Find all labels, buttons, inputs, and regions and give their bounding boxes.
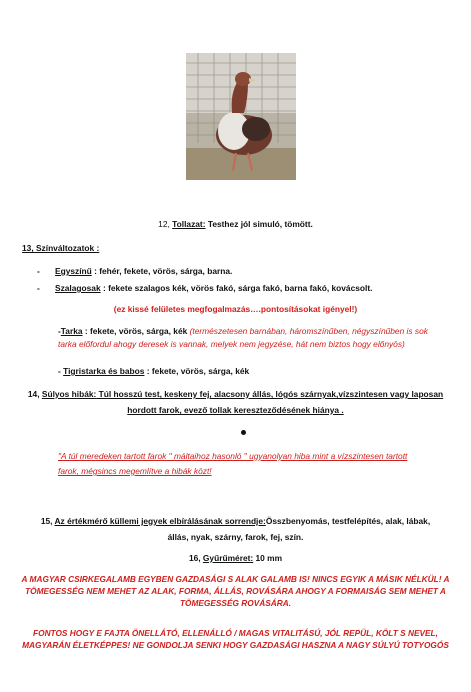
section-15-line-1 xyxy=(0,516,471,527)
quote-line-1: "A túl meredeken tartott farok " máltaihoz hasonló " ugyanolyan hiba mint a vízszintesen tartott xyxy=(58,451,408,461)
tarka-line-1 xyxy=(58,325,458,338)
paragraph-line-1: A MAGYAR CSIRKEGALAMB EGYBEN GAZDASÁGI S ALAK GALAMB IS! NINCS EGYIK A MÁSIK NÉLKÜL! A xyxy=(21,574,450,584)
section-label: Tollazat: xyxy=(172,219,206,229)
tarka-note-1: (természetesen barnában, háromszínűben, négyszínűben is sok xyxy=(189,326,428,336)
paragraph-line-3: TÖMEGESSÉG ROVÁSÁRA. xyxy=(179,598,292,609)
tigris-text: : fekete, vörös, sárga, kék xyxy=(144,366,250,376)
pigeon-photo xyxy=(186,53,296,180)
section-text: 10 mm xyxy=(253,553,283,563)
section-number: 12, xyxy=(158,219,173,229)
section-text-1: Túl hosszú test, keskeny fej, alacsony állás, lógós szárnyak,vízszintesen vagy laposan xyxy=(96,389,444,399)
section-15-line-2: állás, nyak, szárny, farok, fej, szín. xyxy=(167,532,304,542)
paragraph-gazdasagi xyxy=(20,573,451,609)
section-14-line-2: hordott farok, evező tollak kereszteződésének hiánya . xyxy=(127,405,344,415)
section-number: 16, xyxy=(188,553,203,563)
section-number: 14, xyxy=(27,389,42,399)
tarka-label: Tarka xyxy=(60,326,83,336)
section-label: Az értékmérő küllemi jegyek elbírálásának sorrendje: xyxy=(54,516,266,526)
paragraph-fontos xyxy=(20,627,451,651)
tarka-dash: - xyxy=(58,326,61,336)
section-16-gyurumeret xyxy=(0,553,471,564)
item-text: : fekete szalagos kék, vörös fakó, sárga fakó, barna fakó, kovácsolt. xyxy=(100,283,373,293)
paragraph-line-1: FONTOS HOGY E FAJTA ÖNELLÁTÓ, ELLENÁLLÓ / MAGAS VITALITÁSÚ, JÓL REPÜL, KÖLT S NEVEL, xyxy=(33,628,438,638)
item-label: Szalagosak xyxy=(55,283,101,293)
paragraph-line-2: MAGYARÁN ÉLETKÉPPES! NE GONDOLJA SENKI HOGY GAZDASÁGI HASZNA A NAGY SÚLYÚ TOTYOGÓS xyxy=(22,640,449,651)
item-text: : fehér, fekete, vörös, sárga, barna. xyxy=(91,266,233,276)
list-item-egyszinu: - Egyszínű : fehér, fekete, vörös, sárga, barna. xyxy=(37,266,233,276)
tigris-label: Tigristarka és babos xyxy=(63,366,145,376)
tarka-block xyxy=(58,325,458,350)
section-12-tollazat xyxy=(0,219,471,230)
section-label: Gyűrűméret: xyxy=(202,553,254,563)
list-item-szalagosak: - Szalagosak : fekete szalagos kék, vörös fakó, sárga fakó, barna fakó, kovácsolt. xyxy=(37,283,373,293)
item-label: Egyszínű xyxy=(55,266,92,276)
section-13-note: (ez kissé felületes megfogalmazás….pontosításokat igényel!) xyxy=(113,304,358,314)
section-text: Testhez jól simuló, tömött. xyxy=(205,219,313,229)
section-label: Súlyos hibák: xyxy=(41,389,97,399)
section-13-title: 13, Színváltozatok : xyxy=(22,243,100,253)
paragraph-line-2: TÖMEGESSÉG NEM MEHET AZ ALAK, FORMA, ÁLLÁS, ROVÁSÁRA AHOGY A FORMAISÁG SEM MEHET A xyxy=(25,586,446,597)
tarka-text: : fekete, vörös, sárga, kék xyxy=(82,326,190,336)
tigris-dash: - xyxy=(58,366,64,376)
tarka-note-2: tarka előfordul ahogy deresek is vannak, melyek nem jegyzése, hát nem biztos hogy előnyös) xyxy=(58,338,405,349)
section-14-line-1 xyxy=(0,389,471,400)
section-number: 15, xyxy=(40,516,55,526)
pigeon-image-icon xyxy=(186,53,296,180)
quote-line-2: farok, mégsincs megemlítve a hibák közt! xyxy=(58,466,212,476)
bullet-dot-icon xyxy=(241,430,246,435)
section-text-1: Összbenyomás, testfelépítés, alak, lábak, xyxy=(265,516,431,526)
tigris-line xyxy=(58,366,249,377)
